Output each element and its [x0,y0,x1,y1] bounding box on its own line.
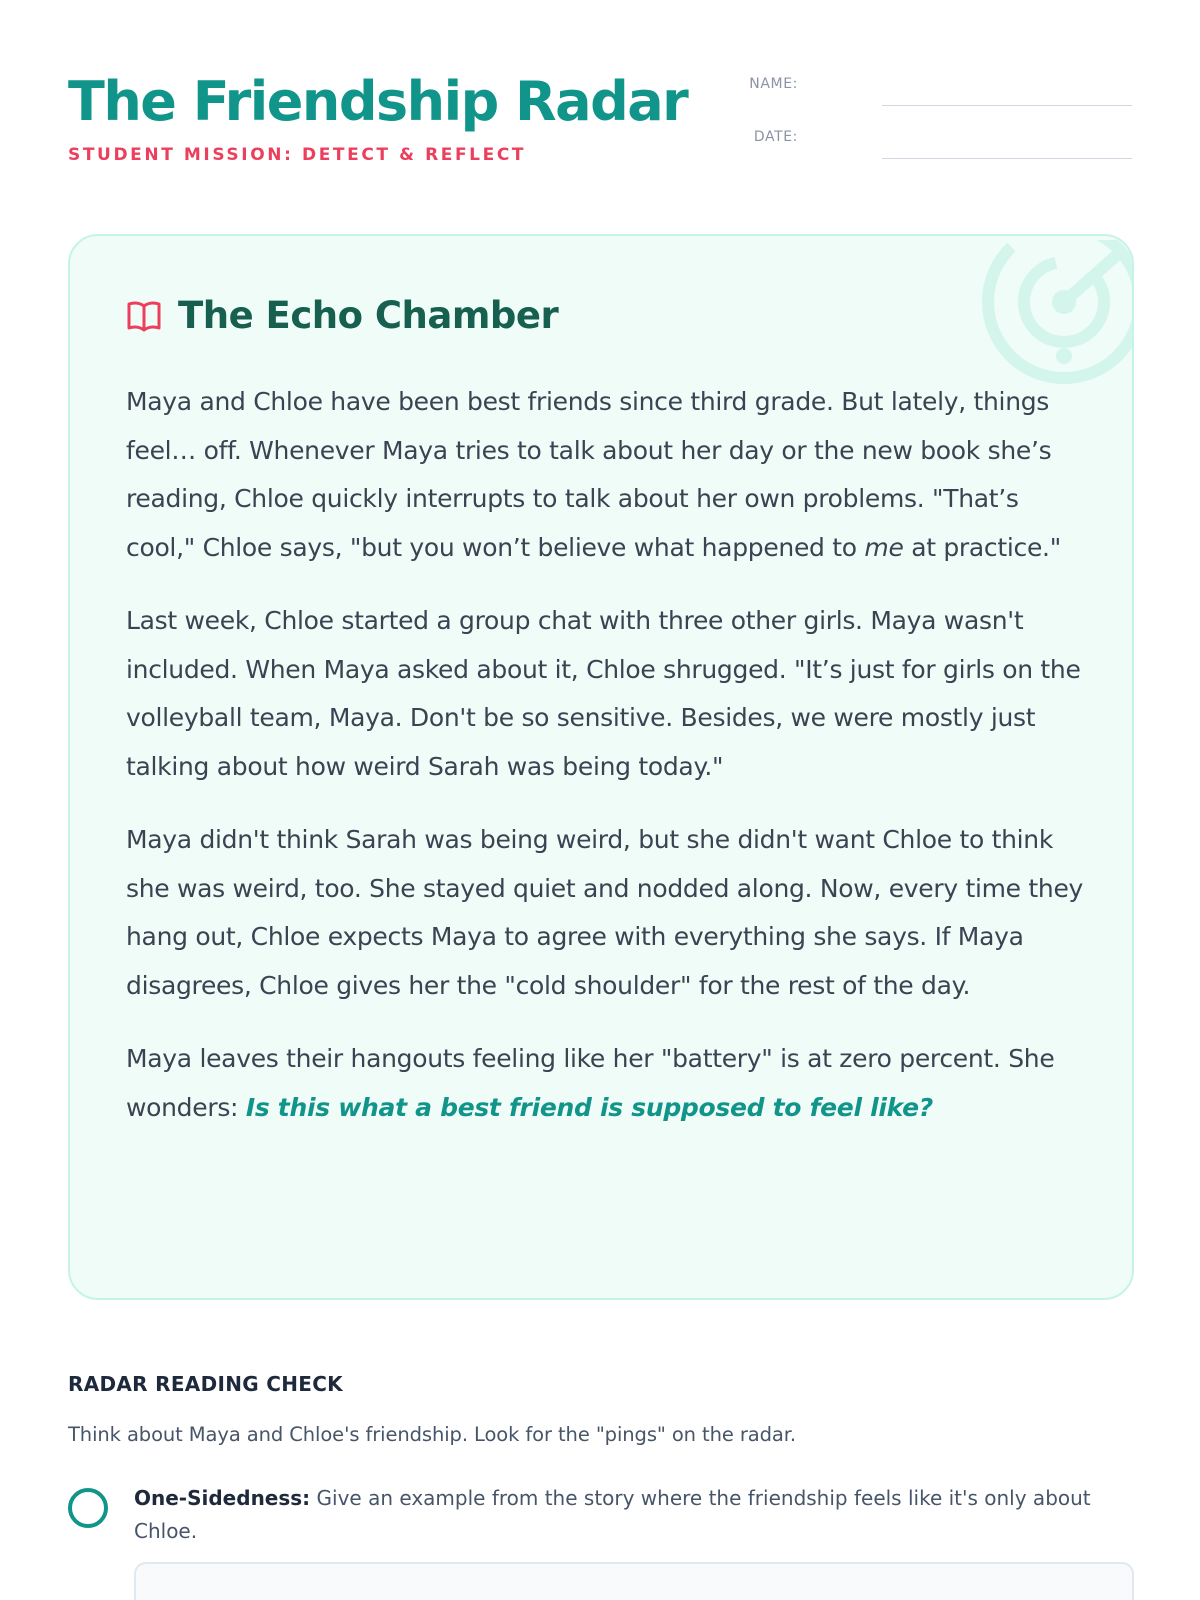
page-subtitle: STUDENT MISSION: DETECT & REFLECT [68,145,527,165]
section-title: RADAR READING CHECK [68,1372,343,1396]
question-text: One-Sidedness: Give an example from the story where the friendship feels like it's only about Chloe. [134,1486,1091,1543]
emphasis: me [864,532,904,562]
story-paragraph: Maya leaves their hangouts feeling like her "battery" is at zero percent. She wonders: Is this what a best friend is supposed to feel like? [126,1044,1055,1122]
story-paragraph: Maya and Chloe have been best friends since third grade. But lately, things feel… off. Whenever Maya tries to talk about her day or the new book she’s reading, Chloe quickly interrupts to talk about her own problems. "That’s cool," Chloe says, "but you won’t believe what happened to me at practice." [126,387,1061,562]
story-paragraph: Last week, Chloe started a group chat with three other girls. Maya wasn't included. When Maya asked about it, Chloe shrugged. "It’s just for girls on the volleyball team, Maya. Don't be so sensitive. Besides, we were mostly just talking about how weird Sarah was being today." [126,606,1081,781]
story-question: Is this what a best friend is supposed to feel like? [245,1092,933,1122]
question-label: One-Sidedness: [134,1486,311,1510]
page-title: The Friendship Radar [68,70,688,133]
question-checkbox[interactable] [68,1488,108,1528]
date-field[interactable] [882,158,1132,159]
date-label: DATE: [753,129,798,145]
story-header [126,294,558,337]
name-label: NAME: [749,76,798,92]
student-info [748,74,1132,180]
header [68,62,1132,182]
book-icon [126,298,162,334]
story-paragraph: Maya didn't think Sarah was being weird, but she didn't want Chloe to think she was weird, too. She stayed quiet and nodded along. Now, every time they hang out, Chloe expects Maya to agree with everything she says. If Maya disagrees, Chloe gives her the "cold shoulder" for the rest of the day. [126,825,1084,1000]
name-field[interactable] [882,105,1132,106]
story-card [68,234,1134,1300]
name-row [748,74,1132,127]
story-title: The Echo Chamber [178,294,559,337]
date-row [748,127,1132,180]
answer-field[interactable] [134,1562,1134,1600]
section-intro: Think about Maya and Chloe's friendship. Look for the "pings" on the radar. [68,1423,796,1446]
story-body [126,378,1086,1157]
